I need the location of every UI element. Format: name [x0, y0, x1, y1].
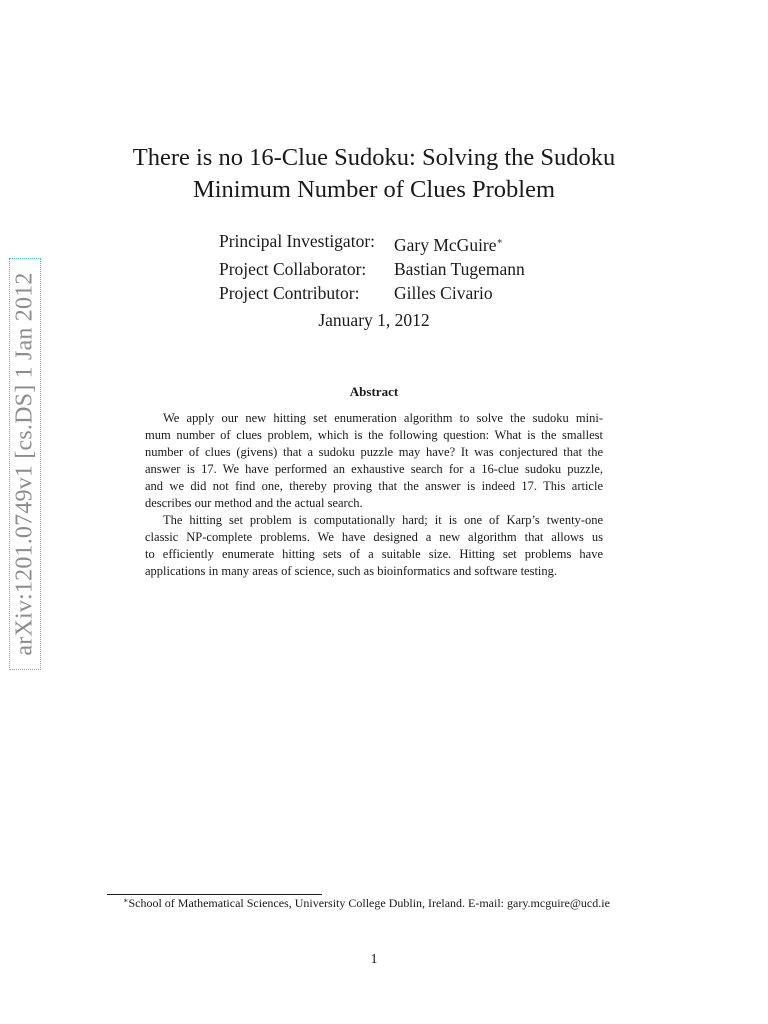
- abstract-line: mum number of clues problem, which is the following question: What is the smallest: [145, 428, 603, 442]
- author-name: Bastian Tugemann: [394, 259, 525, 279]
- author-row: [219, 281, 525, 305]
- publication-date: January 1, 2012: [318, 310, 430, 330]
- abstract-line: to efficiently enumerate hitting sets of a suitable size. Hitting set problems have: [145, 547, 603, 561]
- abstract-line: describes our method and the actual search.: [145, 496, 363, 510]
- author-row: [219, 257, 525, 281]
- author-name: Gary McGuire∗: [394, 235, 503, 255]
- footnote-mark[interactable]: ∗: [496, 236, 503, 246]
- abstract-line: number of clues (givens) that a sudoku puzzle may have? It was conjectured that the: [145, 445, 603, 459]
- abstract-heading: Abstract: [349, 384, 399, 399]
- footnote: [123, 896, 610, 911]
- abstract-line: We apply our new hitting set enumeration algorithm to solve the sudoku mini-: [163, 411, 603, 425]
- author-role: Project Contributor:: [219, 283, 360, 303]
- author-role: Project Collaborator:: [219, 259, 367, 279]
- author-name: Gilles Civario: [394, 283, 493, 303]
- title-line-2: Minimum Number of Clues Problem: [192, 176, 556, 203]
- abstract-line: and we did not find one, thereby proving that the answer is indeed 17. This article: [145, 479, 603, 493]
- arxiv-identifier[interactable]: arXiv:1201.0749v1 [cs.DS] 1 Jan 2012: [11, 272, 38, 656]
- title-line-1: There is no 16-Clue Sudoku: Solving the Sudoku: [132, 144, 616, 171]
- abstract-line: classic NP-complete problems. We have designed a new algorithm that allows us: [145, 530, 603, 544]
- abstract-body: [145, 410, 603, 580]
- paper-title: [80, 142, 668, 206]
- footnote-divider: [107, 894, 322, 895]
- page-number: 1: [370, 952, 378, 967]
- abstract-line: answer is 17. We have performed an exhaustive search for a 16-clue sudoku puzzle,: [145, 462, 603, 476]
- footnote-mark: ∗: [123, 896, 129, 905]
- footnote-text: School of Mathematical Sciences, University College Dublin, Ireland. E-mail: gary.mcguire@ucd.ie: [128, 896, 610, 910]
- abstract-line: The hitting set problem is computationally hard; it is one of Karp’s twenty-one: [163, 513, 603, 527]
- author-row: [219, 229, 525, 257]
- abstract-line: applications in many areas of science, such as bioinformatics and software testing.: [145, 564, 558, 578]
- author-list: [219, 229, 525, 305]
- author-role: Principal Investigator:: [219, 231, 376, 251]
